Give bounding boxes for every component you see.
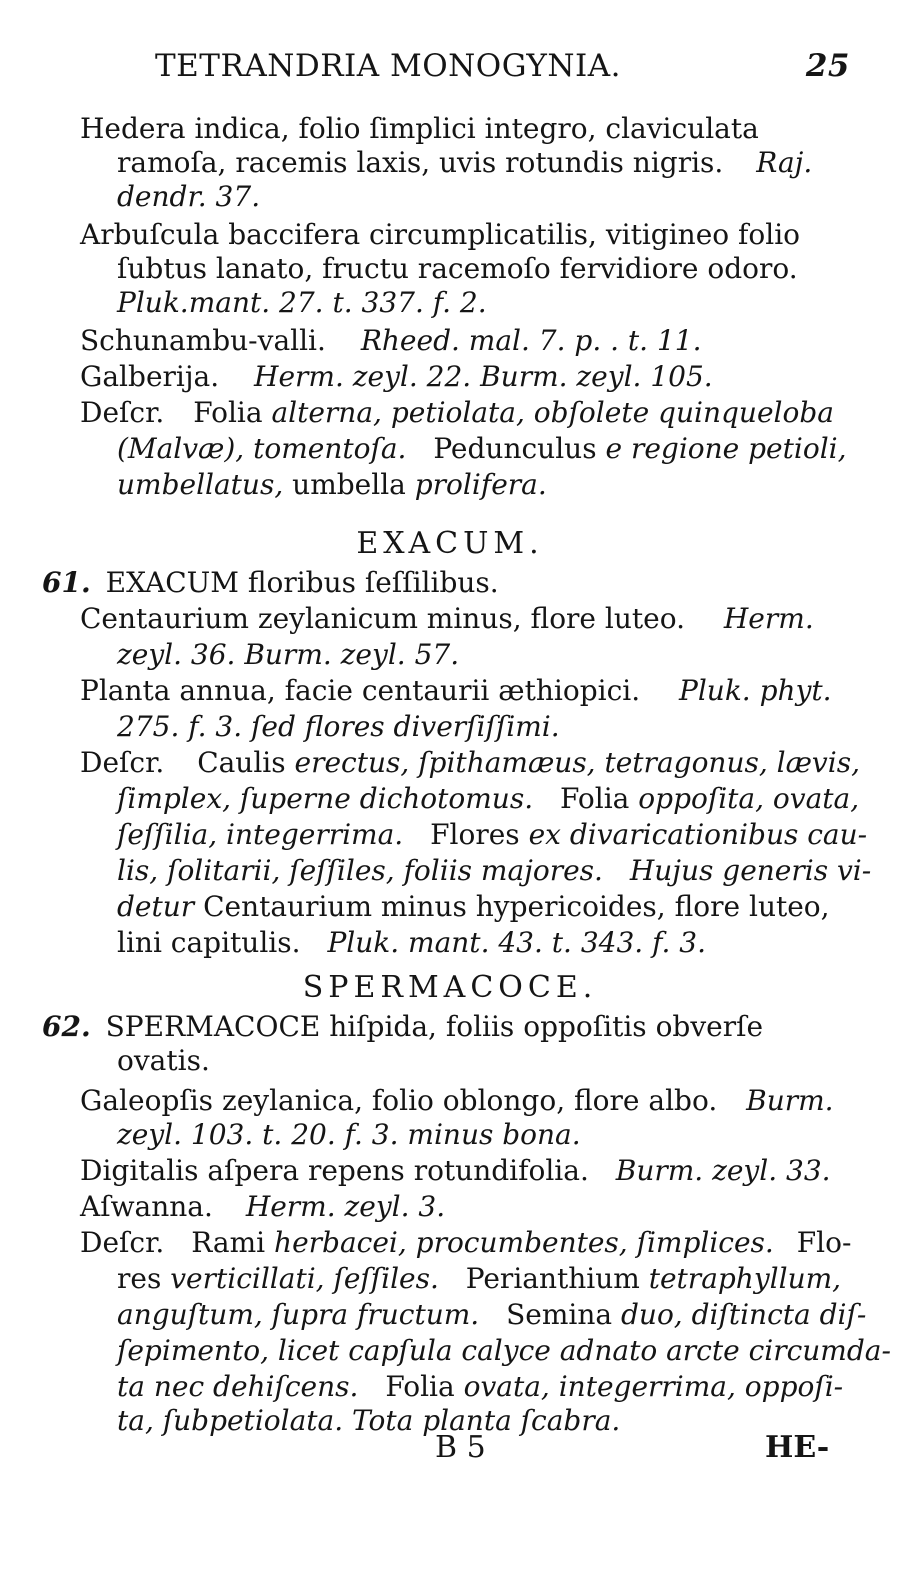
exacum-syn1-line-2: zeyl. 36. Burm. zeyl. 57. [117,638,460,671]
descr1-folia-desc: alterna, petiolata, obſolete quinqueloba [271,396,834,429]
exacum-descr-line-1 [80,746,860,780]
exacum-d2c: oppoſita, ovata, [638,782,860,815]
descr1-malvae: (Malvæ), tomentoſa. [117,432,407,465]
exacum-caulis-desc: erectus, ſpithamæus, tetragonus, lævis, [294,746,860,779]
spermacoce-species-line-1 [42,1010,763,1044]
galberija-name: Galberija. [80,360,220,393]
spermacoce-folia: Folia [385,1370,455,1403]
exacum-caulis: Caulis [197,746,286,779]
exacum-syn2-ref: Pluk. phyt. [679,674,832,707]
exacum-d6a: lini capitulis. [117,926,301,959]
spermacoce-syn2-ref: Burm. zeyl. 33. [615,1154,831,1187]
spermacoce-syn3-ref: Herm. zeyl. 3. [245,1190,446,1223]
exacum-d4a: lis, ſolitarii, ſeſſiles, foliis majores. [117,854,603,887]
descr1-line-3 [117,468,547,502]
exacum-syn1-line-1 [80,602,814,636]
exacum-d4b: Hujus generis vi- [629,854,872,887]
exacum-descr-label: Deſcr. [80,746,165,779]
spermacoce-d1b: herbacei, procumbentes, ſimplices. [274,1226,774,1259]
spermacoce-number: 62. [42,1010,91,1043]
spermacoce-descr-line-4: ſepimento, licet capſula calyce adnato arcte circumda- [117,1334,891,1367]
hedera-ref: Raj. [756,146,813,179]
arbuscula-line-3: Pluk.mant. 27. t. 337. f. 2. [117,286,487,319]
descr1-umbellatus: umbellatus, [117,468,284,501]
exacum-number: 61. [42,566,91,599]
page-number: 25 [805,48,850,84]
exacum-d5a: detur [117,890,195,923]
exacum-d2a: ſimplex, ſuperne dichotomus. [117,782,534,815]
descr1-line-1 [80,396,834,430]
spermacoce-perianthium: Perianthium [465,1262,640,1295]
exacum-d5b: Centaurium minus hypericoides, flore luteo, [203,890,830,923]
spermacoce-syn1-ref: Burm. [746,1084,834,1117]
spermacoce-name: SPERMACOCE hiſpida, foliis oppoſitis obverſe [105,1010,764,1043]
spermacoce-d3a: anguſtum, ſupra fructum. [117,1298,480,1331]
descr1-prolifera: prolifera. [414,468,547,501]
catchword: HE- [765,1430,830,1465]
descr1-label: Deſcr. [80,396,165,429]
exacum-descr-line-6 [117,926,706,960]
spermacoce-descr-line-2 [117,1262,841,1296]
descr1-regione: e regione petioli, [605,432,847,465]
running-head [155,48,850,92]
exacum-heading: EXACUM. [356,526,544,561]
schunambu-name: Schunambu-valli. [80,324,326,357]
exacum-syn2-line-2: 275. f. 3. ſed flores diverſiſſimi. [117,710,560,743]
hedera-text-2: ramoſa, racemis laxis, uvis rotundis nigris. [117,146,724,179]
spermacoce-d2b: verticillati, ſeſſiles. [170,1262,439,1295]
descr1-umbella: umbella [292,468,406,501]
running-title: TETRANDRIA MONOGYNIA. [155,48,622,84]
spermacoce-descr-line-3 [117,1298,866,1332]
spermacoce-syn1-text: Galeopſis zeylanica, folio oblongo, flore albo. [80,1084,718,1117]
spermacoce-d5c: ovata, integerrima, oppoſi- [463,1370,844,1403]
spermacoce-descr-line-5 [117,1370,843,1404]
hedera-text-1: Hedera indica, folio ſimplici integro, claviculata [80,112,759,145]
spermacoce-syn1-line-1 [80,1084,834,1118]
spermacoce-syn3-name: Aſwanna. [80,1190,213,1223]
arbuscula-line-1: Arbuſcula baccifera circumplicatilis, vitigineo folio [80,218,801,251]
hedera-line-1 [80,112,759,146]
spermacoce-descr-label: Deſcr. [80,1226,165,1259]
spermacoce-heading: SPERMACOCE. [302,970,598,1005]
exacum-syn1-text: Centaurium zeylanicum minus, flore luteo. [80,602,685,635]
exacum-syn2-line-1 [80,674,832,708]
exacum-descr-line-5 [117,890,830,924]
hedera-line-2 [117,146,812,180]
spermacoce-d3c: duo, diſtincta diſ- [620,1298,867,1331]
exacum-descr-line-2 [117,782,859,816]
descr1-line-2 [117,432,847,466]
schunambu-ref: Rheed. mal. 7. p. . t. 11. [360,324,702,357]
page-footer [0,1430,900,1474]
spermacoce-descr-line-6: ta, ſubpetiolata. Tota planta ſcabra. [117,1404,621,1437]
spermacoce-d2a: res [117,1262,162,1295]
exacum-d3a: ſeſſilia, integerrima. [117,818,404,851]
exacum-syn2-text: Planta annua, facie centaurii æthiopici. [80,674,641,707]
exacum-d3c: ex divaricationibus cau- [528,818,868,851]
spermacoce-rami: Rami [191,1226,266,1259]
spermacoce-d1c: Flo- [796,1226,852,1259]
spermacoce-species-line-2: ovatis. [117,1044,210,1077]
hedera-line-3: dendr. 37. [117,180,261,213]
spermacoce-syn2-text: Digitalis aſpera repens rotundifolia. [80,1154,589,1187]
exacum-flores: Flores [430,818,520,851]
exacum-d6b: Pluk. mant. 43. t. 343. f. 3. [327,926,706,959]
exacum-descr-line-3 [117,818,867,852]
spermacoce-syn2-line [80,1154,831,1188]
spermacoce-d2d: tetraphyllum, [648,1262,842,1295]
spermacoce-syn1-line-2: zeyl. 103. t. 20. f. 3. minus bona. [117,1118,581,1151]
exacum-folia: Folia [560,782,630,815]
descr1-folia: Folia [193,396,263,429]
galberija-line [80,360,713,394]
schunambu-line [80,324,702,358]
spermacoce-semina: Semina [506,1298,613,1331]
galberija-ref: Herm. zeyl. 22. Burm. zeyl. 105. [254,360,713,393]
spermacoce-d5a: ta nec dehiſcens. [117,1370,359,1403]
spermacoce-syn3-line [80,1190,445,1224]
descr1-pedunculus: Pedunculus [433,432,597,465]
signature-mark: B 5 [435,1430,486,1465]
exacum-name: EXACUM floribus ſeſſilibus. [105,566,499,599]
exacum-descr-line-4 [117,854,871,888]
exacum-syn1-ref: Herm. [723,602,814,635]
exacum-species-line [42,566,499,600]
arbuscula-line-2: ſubtus lanato, fructu racemoſo fervidiore odoro. [117,252,798,285]
spermacoce-descr-line-1 [80,1226,851,1260]
